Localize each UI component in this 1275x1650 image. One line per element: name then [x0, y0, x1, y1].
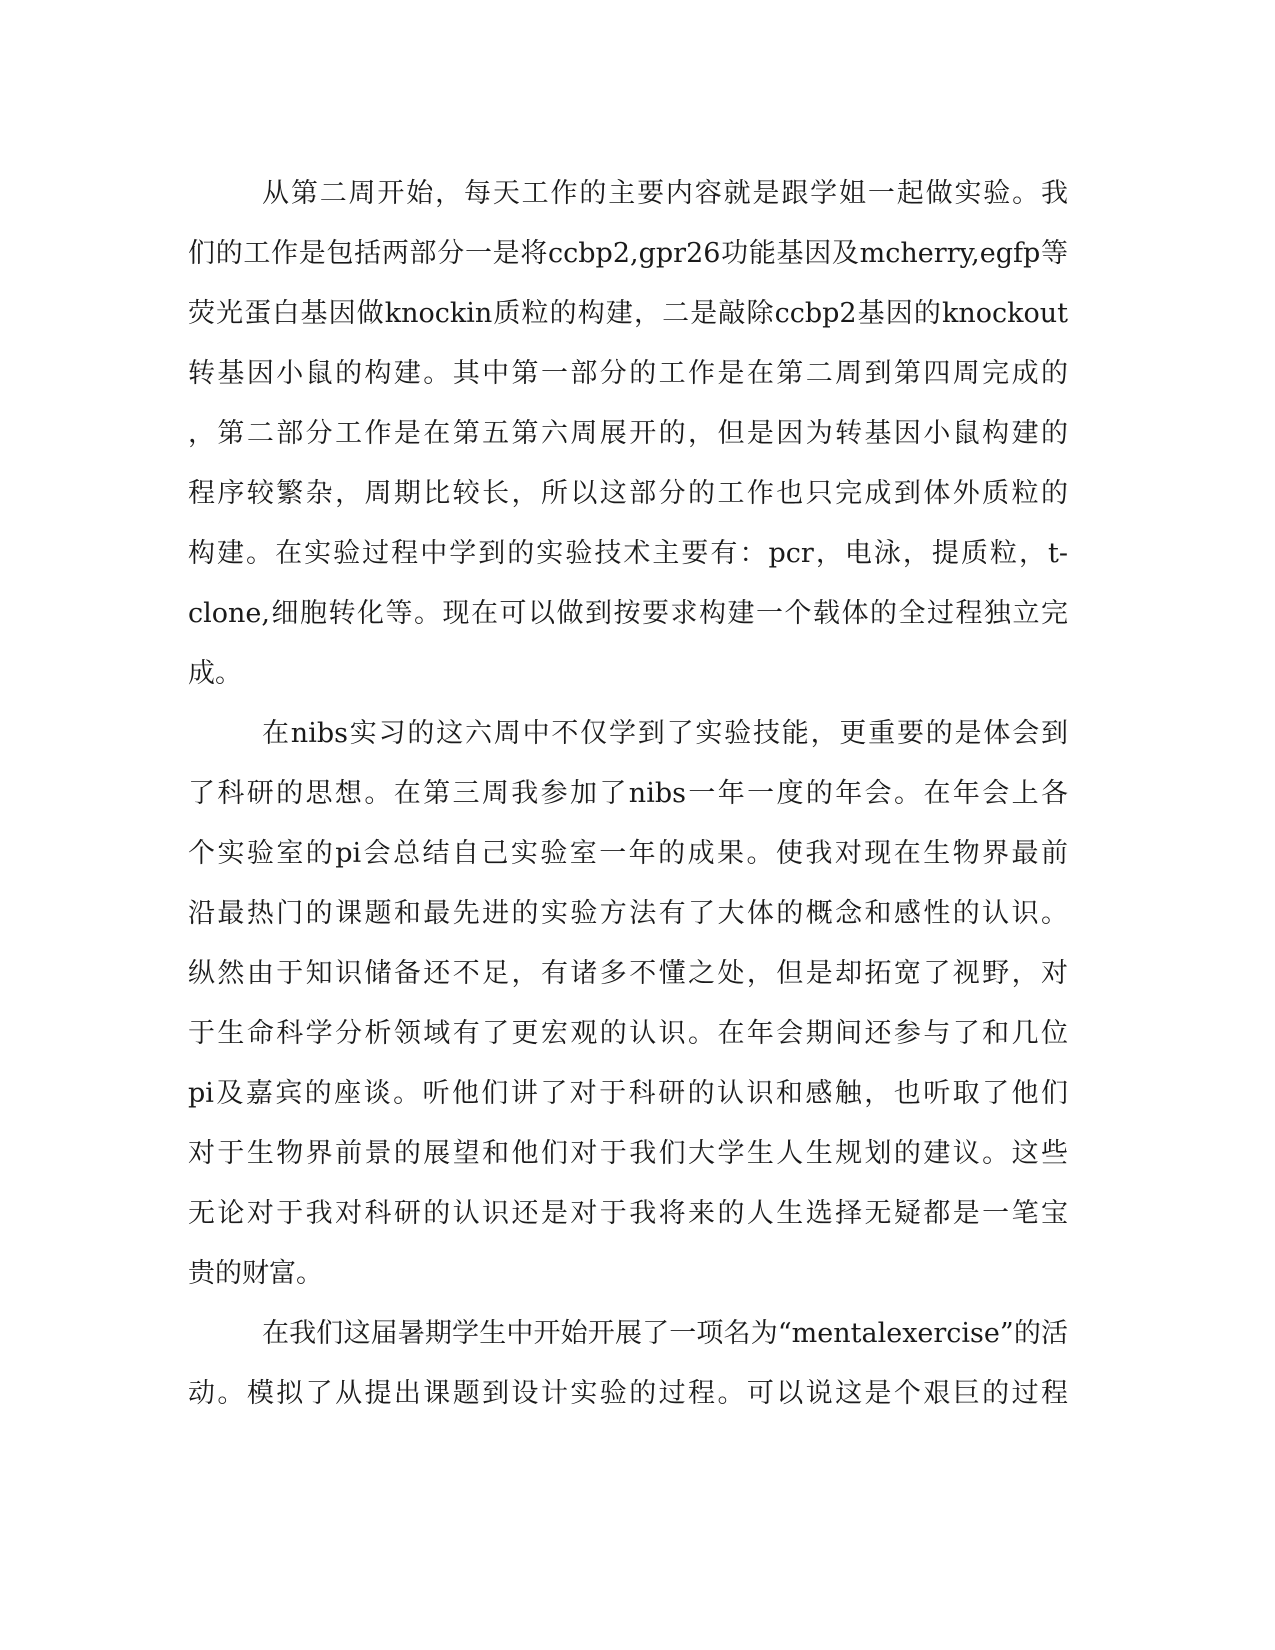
paragraph-2 [188, 704, 1068, 1304]
text-line: 转基因小鼠的构建。其中第一部分的工作是在第二周到第四周完成的 [188, 358, 1068, 389]
text-line: 程序较繁杂，周期比较长，所以这部分的工作也只完成到体外质粒的 [188, 478, 1068, 509]
text-line: 沿最热门的课题和最先进的实验方法有了大体的概念和感性的认识。 [188, 898, 1068, 929]
paragraph-1 [188, 164, 1068, 704]
text-line: 构建。在实验过程中学到的实验技术主要有：pcr，电泳，提质粒，t- [188, 538, 1068, 569]
text-line: 个实验室的pi会总结自己实验室一年的成果。使我对现在生物界最前 [188, 838, 1068, 869]
text-line: 于生命科学分析领域有了更宏观的认识。在年会期间还参与了和几位 [188, 1018, 1068, 1049]
text-line: 纵然由于知识储备还不足，有诸多不懂之处，但是却拓宽了视野，对 [188, 958, 1068, 989]
text-line: 无论对于我对科研的认识还是对于我将来的人生选择无疑都是一笔宝 [188, 1198, 1068, 1229]
text-line: 从第二周开始，每天工作的主要内容就是跟学姐一起做实验。我 [262, 178, 1068, 209]
text-line: 们的工作是包括两部分一是将ccbp2,gpr26功能基因及mcherry,egfp等 [188, 238, 1068, 269]
text-line: 贵的财富。 [188, 1258, 323, 1289]
document-body [188, 164, 1068, 1424]
paragraph-3 [188, 1304, 1068, 1424]
text-line: 动。模拟了从提出课题到设计实验的过程。可以说这是个艰巨的过程 [188, 1378, 1068, 1409]
text-line: 在nibs实习的这六周中不仅学到了实验技能，更重要的是体会到 [262, 718, 1068, 749]
text-line: clone,细胞转化等。现在可以做到按要求构建一个载体的全过程独立完 [188, 598, 1068, 629]
text-line: 荧光蛋白基因做knockin质粒的构建，二是敲除ccbp2基因的knockout [188, 298, 1068, 329]
text-line: 了科研的思想。在第三周我参加了nibs一年一度的年会。在年会上各 [188, 778, 1068, 809]
text-line: 在我们这届暑期学生中开始开展了一项名为“mentalexercise”的活 [262, 1318, 1068, 1349]
text-line: pi及嘉宾的座谈。听他们讲了对于科研的认识和感触，也听取了他们 [188, 1078, 1068, 1109]
text-line: 成。 [188, 658, 242, 689]
text-line: 对于生物界前景的展望和他们对于我们大学生人生规划的建议。这些 [188, 1138, 1068, 1169]
text-line: ，第二部分工作是在第五第六周展开的，但是因为转基因小鼠构建的 [188, 418, 1068, 449]
